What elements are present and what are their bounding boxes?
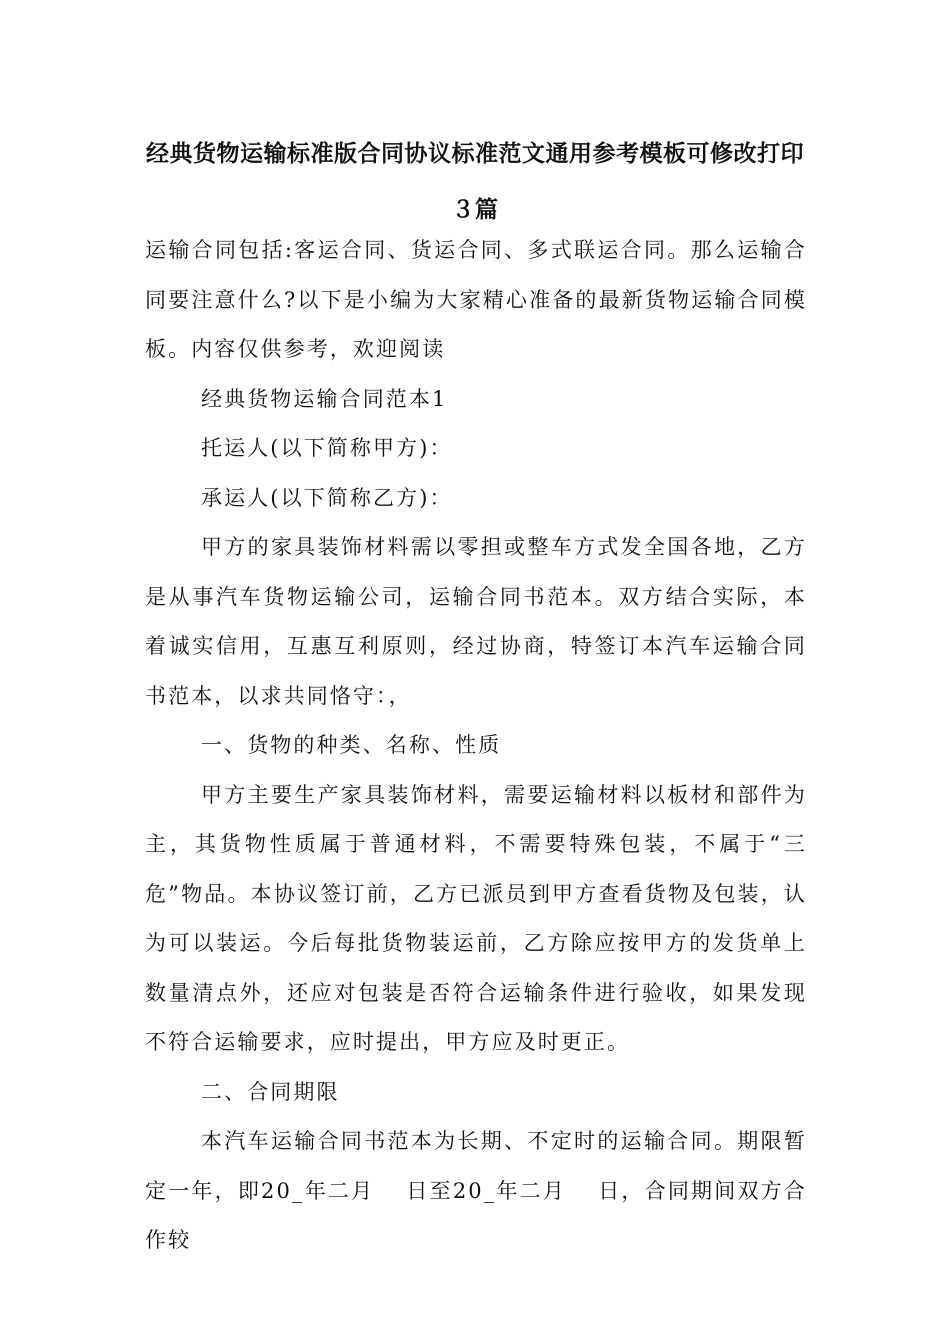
- section-heading-term: 二、合同期限: [201, 1079, 340, 1104]
- paragraph-term: 本汽车运输合同书范本为长期、不定时的运输合同。期限暂定一年，即20_年二月 日至20_年二月 日，合同期间双方合作较: [145, 1129, 807, 1252]
- paragraph-intro: 运输合同包括:客运合同、货运合同、多式联运合同。那么运输合同要注意什么?以下是小编为大家精心准备的最新货物运输合同模板。内容仅供参考，欢迎阅读: [145, 238, 807, 361]
- paragraph-consignor: 托运人(以下简称甲方)：: [201, 436, 453, 460]
- paragraph-goods: 甲方主要生产家具装饰材料，需要运输材料以板材和部件为主，其货物性质属于普通材料，不需要特殊包装，不属于“三危”物品。本协议签订前，乙方已派员到甲方查看货物及包装，认为可以装运。今后每批货物装运前，乙方除应按甲方的发货单上数量清点外，还应对包装是否符合运输条件进行验收，如果发现不符合运输要求，应时提出，甲方应及时更正。: [145, 782, 807, 1054]
- document-body: [145, 226, 807, 1266]
- section-heading-goods: 一、货物的种类、名称、性质: [201, 733, 502, 757]
- paragraph-sample-heading: 经典货物运输合同范本1: [201, 386, 448, 411]
- document-title: 经典货物运输标准版合同协议标准范文通用参考模板可修改打印３篇: [146, 141, 804, 223]
- paragraph-preamble: 甲方的家具装饰材料需以零担或整车方式发全国各地，乙方是从事汽车货物运输公司，运输合同书范本。双方结合实际，本着诚实信用，互惠互利原则，经过协商，特签订本汽车运输合同书范本，以求共同恪守：，: [145, 535, 807, 708]
- paragraph-carrier: 承运人(以下简称乙方)：: [201, 485, 453, 510]
